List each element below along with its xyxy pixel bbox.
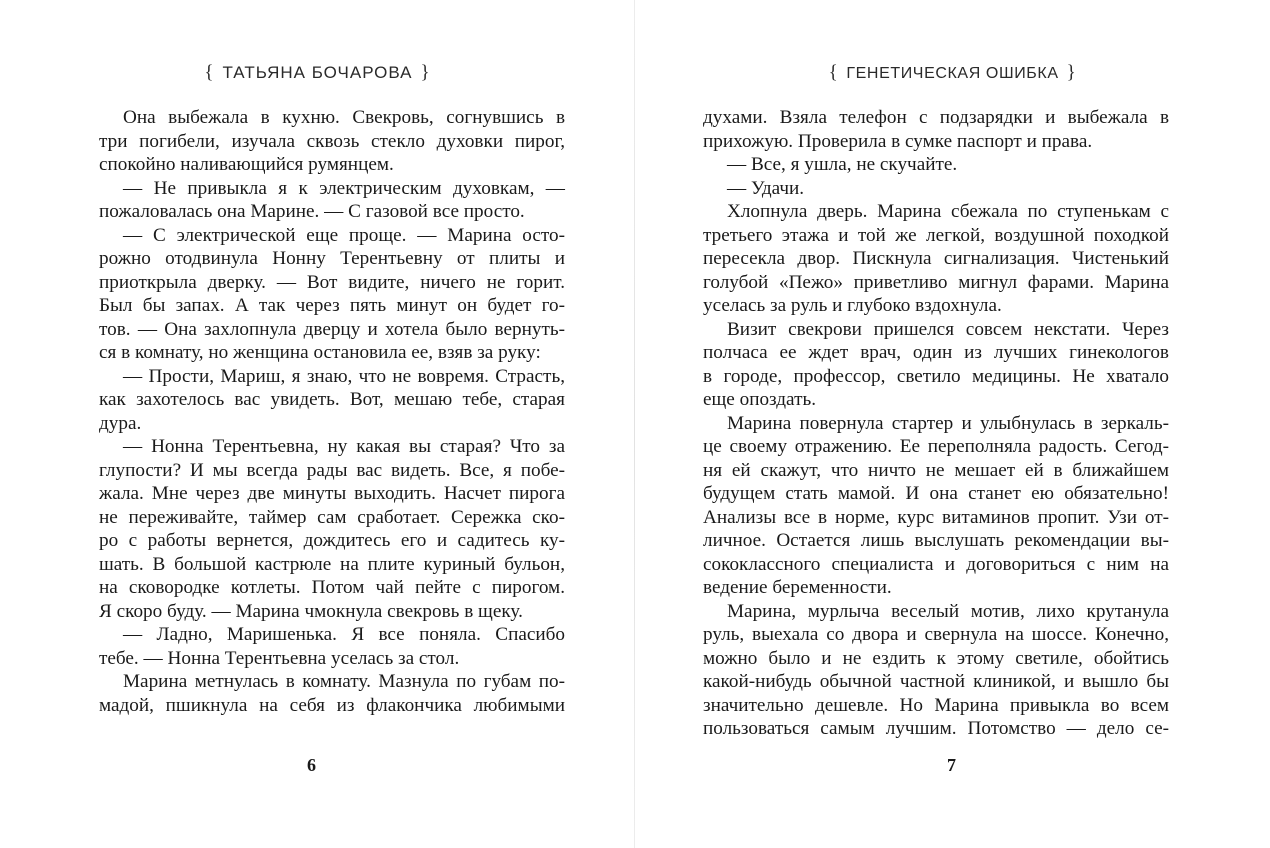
- text-line: не переживайте, таймер сам сработает. Сережка ско-: [99, 506, 565, 528]
- text-line: на сковородке котлеты. Потом чай пейте с пирогом.: [99, 577, 565, 598]
- text-line: духами. Взяла телефон с подзарядки и выбежала в: [703, 107, 1169, 128]
- text-line: це своему отражению. Ее переполняла радость. Сегод-: [703, 436, 1169, 457]
- text-line: ня ей скажут, что ничто не мешает ей в ближайшем: [703, 459, 1169, 481]
- running-head-right: [635, 62, 1270, 84]
- text-line: шать. В большой кастрюле на плите куриный бульон,: [99, 553, 565, 575]
- text-line: три погибели, изучала сквозь стекло духовки пирог,: [99, 130, 565, 152]
- text-line: уселась за руль и глубоко вздохнула.: [703, 295, 1002, 316]
- text-line: глупости? И мы всегда рады вас видеть. Все, я побе-: [99, 459, 565, 481]
- text-line: личное. Остается лишь выслушать рекомендации вы-: [703, 530, 1169, 551]
- text-line: Марина повернула стартер и улыбнулась в зеркаль-: [727, 412, 1169, 434]
- text-line: сококлассного специалиста и договориться с ним на: [703, 553, 1169, 575]
- text-line: Анализы все в норме, курс витаминов пропит. Узи от-: [703, 506, 1169, 528]
- text-line: будущем стать мамой. И она станет ею обязательно!: [703, 483, 1169, 504]
- open-brace: {: [204, 62, 215, 83]
- author-name: ТАТЬЯНА БОЧАРОВА: [222, 63, 413, 82]
- text-line: еще опоздать.: [703, 389, 817, 410]
- text-line: тов. — Она захлопнула дверцу и хотела было вернуть-: [99, 318, 565, 340]
- text-line: Марина метнулась в комнату. Мазнула по губам по-: [123, 671, 565, 692]
- left-body-text: [99, 106, 565, 717]
- text-line: жала. Мне через две минуты выходить. Насчет пирога: [99, 483, 565, 504]
- text-line: третьего этажа и той же легкой, воздушной походкой: [703, 224, 1169, 246]
- text-line: Я скоро буду. — Марина чмокнула свекровь в щеку.: [99, 600, 523, 622]
- page-number-right: 7: [947, 755, 956, 775]
- text-line: — Удачи.: [727, 177, 805, 199]
- text-line: Марина, мурлыча веселый мотив, лихо крутанула: [727, 600, 1169, 622]
- chapter-title: ГЕНЕТИЧЕСКАЯ ОШИБКА: [846, 65, 1059, 82]
- text-line: тебе. — Нонна Терентьевна уселась за стол.: [99, 647, 460, 669]
- text-line: пересекла двор. Пискнула сигнализация. Чистенький: [703, 248, 1169, 269]
- text-line: — Ладно, Маришенька. Я все поняла. Спасибо: [123, 624, 565, 645]
- right-page: [635, 0, 1270, 848]
- text-line: полчаса ее ждет врач, один из лучших гинекологов: [703, 342, 1169, 363]
- right-body-text: [703, 106, 1169, 741]
- text-line: — Все, я ушла, не скучайте.: [727, 154, 958, 175]
- text-line: пожаловалась она Марине. — С газовой все просто.: [99, 201, 525, 222]
- text-line: мадой, пшикнула на себя из флакончика любимыми: [99, 694, 565, 716]
- text-line: руль, выехала со двора и свернула на шоссе. Конечно,: [703, 624, 1169, 645]
- page-number-left: 6: [307, 755, 316, 775]
- text-line: приоткрыла дверку. — Вот видите, ничего не горит.: [99, 271, 565, 293]
- text-line: можно было и не ездить к этому светиле, обойтись: [703, 647, 1169, 669]
- text-line: — Прости, Мариш, я знаю, что не вовремя. Страсть,: [123, 365, 565, 387]
- text-line: Хлопнула дверь. Марина сбежала по ступенькам с: [727, 201, 1169, 222]
- text-line: — Нонна Терентьевна, ну какая вы старая? Что за: [123, 436, 565, 457]
- text-line: Визит свекрови пришелся совсем некстати. Через: [727, 318, 1169, 340]
- text-line: Был бы запах. А так через пять минут он будет го-: [99, 295, 565, 316]
- text-line: в городе, профессор, светило медицины. Не хватало: [703, 365, 1169, 387]
- text-line: ро с работы вернется, дождитесь его и садитесь ку-: [99, 530, 565, 551]
- text-line: как захотелось вас увидеть. Вот, мешаю тебе, старая: [99, 389, 565, 410]
- running-head-left: [0, 62, 635, 84]
- text-line: — Не привыкла я к электрическим духовкам, —: [123, 177, 565, 199]
- text-line: какой-нибудь обычной частной клиникой, и вышло бы: [703, 671, 1169, 692]
- text-line: рожно отодвинула Нонну Терентьевну от плиты и: [99, 248, 565, 269]
- open-brace: {: [828, 62, 839, 83]
- close-brace: }: [1066, 62, 1077, 83]
- text-line: дура.: [99, 412, 142, 434]
- text-line: — С электрической еще проще. — Марина осто-: [123, 224, 565, 246]
- text-line: ведение беременности.: [703, 577, 892, 598]
- text-line: значительно дешевле. Но Марина привыкла во всем: [703, 694, 1169, 716]
- text-line: прихожую. Проверила в сумке паспорт и права.: [703, 130, 1093, 152]
- close-brace: }: [420, 62, 431, 83]
- text-line: пользоваться самым лучшим. Потомство — дело се-: [703, 718, 1169, 739]
- text-line: голубой «Пежо» приветливо мигнул фарами. Марина: [703, 271, 1169, 293]
- text-line: ся в комнату, но женщина остановила ее, взяв за руку:: [99, 342, 541, 363]
- text-line: спокойно наливающийся румянцем.: [99, 154, 394, 175]
- text-line: Она выбежала в кухню. Свекровь, согнувшись в: [123, 107, 565, 128]
